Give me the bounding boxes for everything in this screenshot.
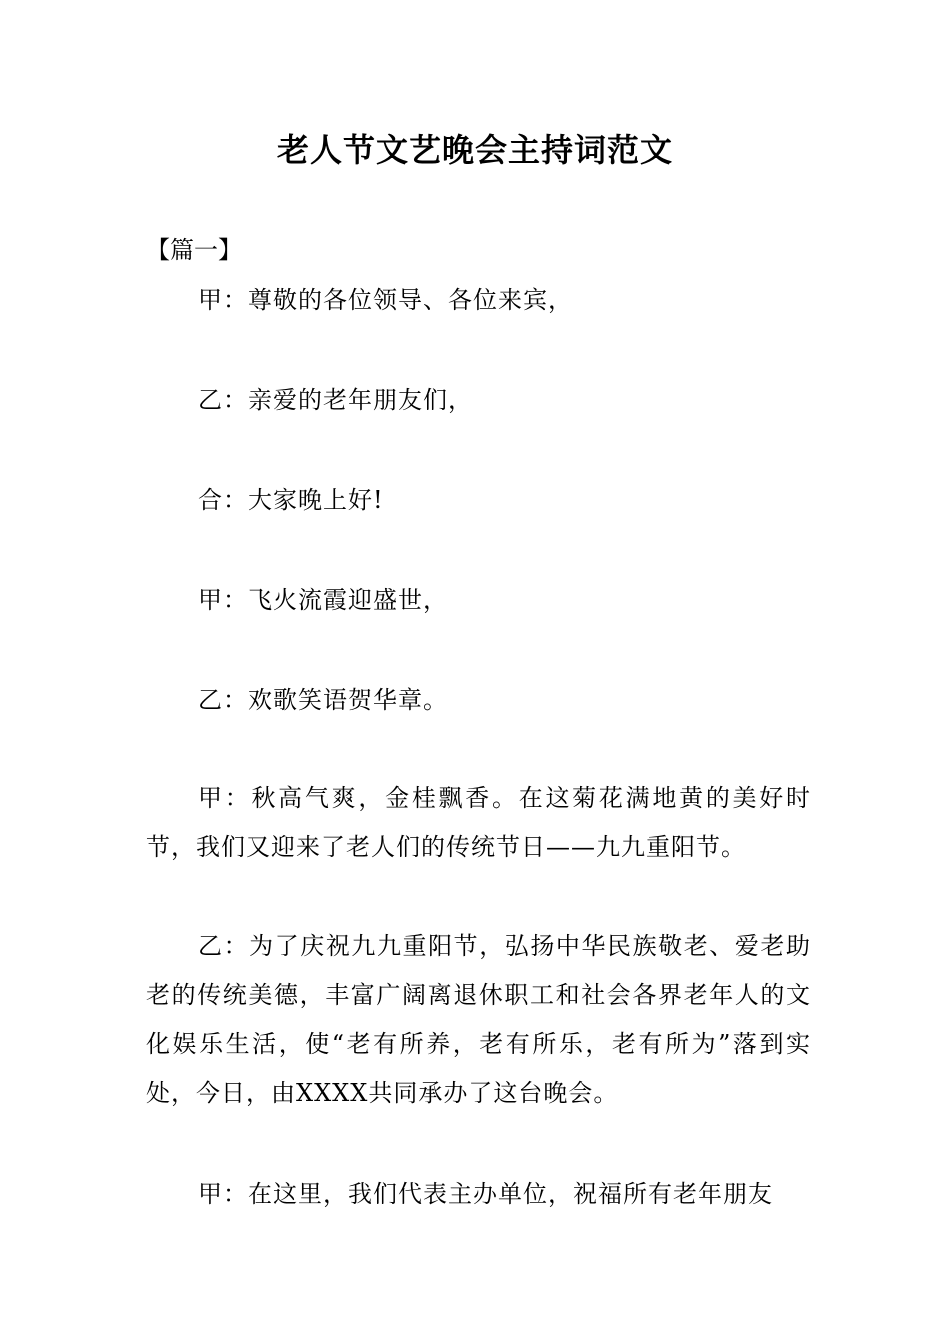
section-label: 【篇一】	[146, 236, 242, 264]
paragraph-4: 甲：飞火流霞迎盛世，	[198, 586, 448, 614]
document-title: 老人节文艺晚会主持词范文	[276, 131, 673, 169]
paragraph-5: 乙：欢歌笑语贺华章。	[198, 686, 448, 714]
paragraph-1: 甲：尊敬的各位领导、各位来宾，	[198, 286, 573, 314]
paragraph-8: 甲：在这里，我们代表主办单位，祝福所有老年朋友	[198, 1180, 773, 1208]
paragraph-2: 乙：亲爱的老年朋友们，	[198, 386, 473, 414]
paragraph-6: 甲：秋高气爽，金桂飘香。在这菊花满地黄的美好时节，我们又迎来了老人们的传统节日——九九重阳节。	[146, 784, 811, 861]
paragraph-7: 乙：为了庆祝九九重阳节，弘扬中华民族敬老、爱老助老的传统美德，丰富广阔离退休职工和社会各界老年人的文化娱乐生活，使“老有所养，老有所乐，老有所为”落到实处，今日，由XXXX共同承办了这台晚会。	[146, 932, 811, 1107]
paragraph-3: 合：大家晚上好!	[198, 486, 384, 514]
